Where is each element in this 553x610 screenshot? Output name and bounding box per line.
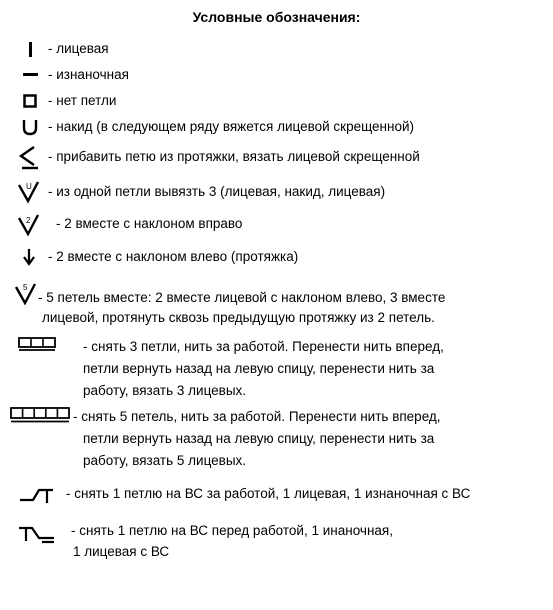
down-arrow-icon	[22, 248, 36, 266]
legend-text: работу, вязать 3 лицевых.	[83, 383, 247, 398]
cross-left-icon	[18, 525, 62, 543]
cable-3-icon	[18, 337, 58, 353]
legend-text: - снять 3 петли, нить за работой. Перенести нить вперед,	[83, 339, 444, 354]
v-with-u-icon	[17, 179, 43, 203]
legend-text: - прибавить петю из протяжки, вязать лицевой скрещенной	[48, 149, 420, 164]
legend-text: лицевой, протянуть сквозь предыдущую протяжку из 2 петель.	[42, 310, 435, 325]
legend-text: 1 лицевая с ВС	[73, 544, 170, 559]
v-with-5-icon	[14, 281, 40, 305]
svg-text:U: U	[26, 182, 32, 191]
legend-text: - накид (в следующем ряду вяжется лицевой скрещенной)	[48, 119, 415, 134]
legend-text: работу, вязать 5 лицевых.	[83, 453, 247, 468]
legend-text: - снять 1 петлю на ВС за работой, 1 лицевая, 1 изнаночная с ВС	[66, 486, 471, 501]
u-shape-icon	[21, 119, 39, 137]
legend-text: - снять 1 петлю на ВС перед работой, 1 инаночная,	[71, 523, 393, 538]
legend-text: - снять 5 петель, нить за работой. Перенести нить вперед,	[73, 409, 441, 424]
legend-text: петли вернуть назад на левую спицу, перенести нить за	[83, 431, 435, 446]
empty-square-icon	[23, 94, 38, 109]
legend-title: Условные обозначения:	[192, 9, 361, 25]
legend-text: - нет петли	[48, 93, 117, 108]
legend-text: - 2 вместе с наклоном вправо	[56, 216, 243, 231]
legend-text: - 5 петель вместе: 2 вместе лицевой с наклоном влево, 3 вместе	[38, 290, 446, 305]
legend-text: - лицевая	[48, 41, 109, 56]
v-with-2-icon	[17, 212, 43, 236]
svg-text:2: 2	[26, 216, 31, 225]
legend-text: - 2 вместе с наклоном влево (протяжка)	[48, 249, 299, 264]
vertical-bar-icon	[28, 42, 34, 58]
legend-text: - изнаночная	[48, 67, 129, 82]
legend-text: - из одной петли вывязть 3 (лицевая, накид, лицевая)	[48, 184, 386, 199]
horizontal-dash-icon	[23, 73, 39, 77]
legend-text: петли вернуть назад на левую спицу, перенести нить за	[83, 361, 435, 376]
cross-right-icon	[18, 487, 62, 505]
svg-text:5: 5	[23, 283, 28, 292]
cable-5-icon	[10, 407, 72, 425]
increase-icon	[18, 146, 40, 170]
